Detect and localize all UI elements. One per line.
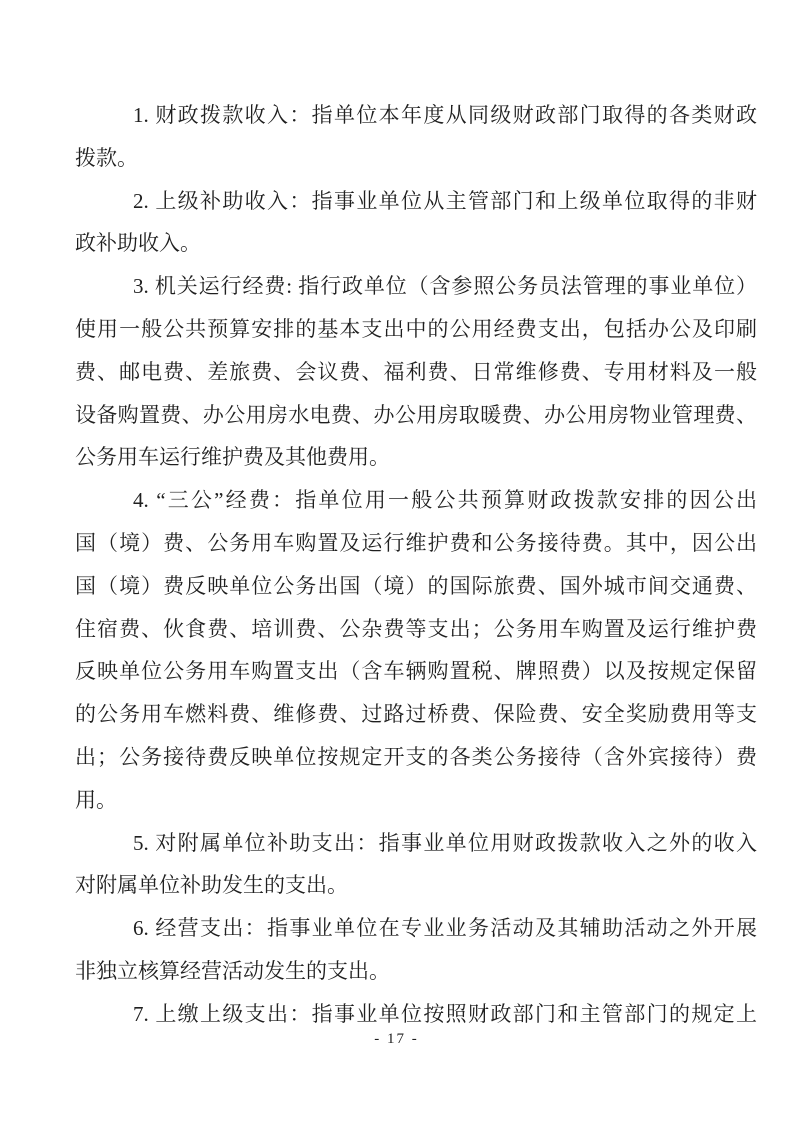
page-number: - 17 - (374, 1031, 419, 1047)
text-line: 反映单位公务用车购置支出（含车辆购置税、牌照费）以及按规定保留 (75, 659, 757, 684)
page-footer (0, 1030, 793, 1048)
paragraph (75, 265, 757, 479)
text-line: 出；公务接待费反映单位按规定开支的各类公务接待（含外宾接待）费 (75, 744, 757, 769)
text-line: 对附属单位补助发生的支出。 (75, 873, 348, 898)
text-line: 设备购置费、办公用房水电费、办公用房取暖费、办公用房物业管理费、 (75, 402, 757, 427)
text-line: 6. 经营支出：指事业单位在专业业务活动及其辅助活动之外开展 (133, 916, 757, 941)
paragraph (75, 822, 757, 908)
document-body (75, 94, 757, 1036)
text-line: 非独立核算经营活动发生的支出。 (75, 958, 390, 983)
paragraph (75, 180, 757, 266)
text-line: 1. 财政拨款收入：指单位本年度从同级财政部门取得的各类财政 (133, 103, 757, 127)
text-line: 使用一般公共预算安排的基本支出中的公用经费支出，包括办公及印刷 (75, 316, 757, 341)
text-line: 拨款。 (75, 145, 138, 170)
text-line: 3. 机关运行经费: 指行政单位（含参照公务员法管理的事业单位） (133, 274, 757, 299)
text-line: 国（境）费反映单位公务出国（境）的国际旅费、国外城市间交通费、 (75, 573, 757, 598)
text-line: 7. 上缴上级支出：指事业单位按照财政部门和主管部门的规定上 (133, 1001, 757, 1026)
text-line: 政补助收入。 (75, 231, 201, 256)
text-line: 的公务用车燃料费、维修费、过路过桥费、保险费、安全奖励费用等支 (75, 702, 757, 727)
text-line: 2. 上级补助收入：指事业单位从主管部门和上级单位取得的非财 (133, 188, 757, 213)
text-line: 住宿费、伙食费、培训费、公杂费等支出；公务用车购置及运行维护费 (75, 616, 757, 641)
text-line: 公务用车运行维护费及其他费用。 (75, 445, 390, 470)
text-line: 5. 对附属单位补助支出：指事业单位用财政拨款收入之外的收入 (133, 830, 757, 855)
text-line: 用。 (75, 787, 117, 812)
text-line: 4. “三公”经费：指单位用一般公共预算财政拨款安排的因公出 (133, 488, 757, 513)
text-line: 费、邮电费、差旅费、会议费、福利费、日常维修费、专用材料及一般 (75, 359, 757, 384)
text-line: 国（境）费、公务用车购置及运行维护费和公务接待费。其中，因公出 (75, 530, 757, 555)
paragraph (75, 94, 757, 180)
paragraph (75, 907, 757, 993)
paragraph (75, 479, 757, 821)
